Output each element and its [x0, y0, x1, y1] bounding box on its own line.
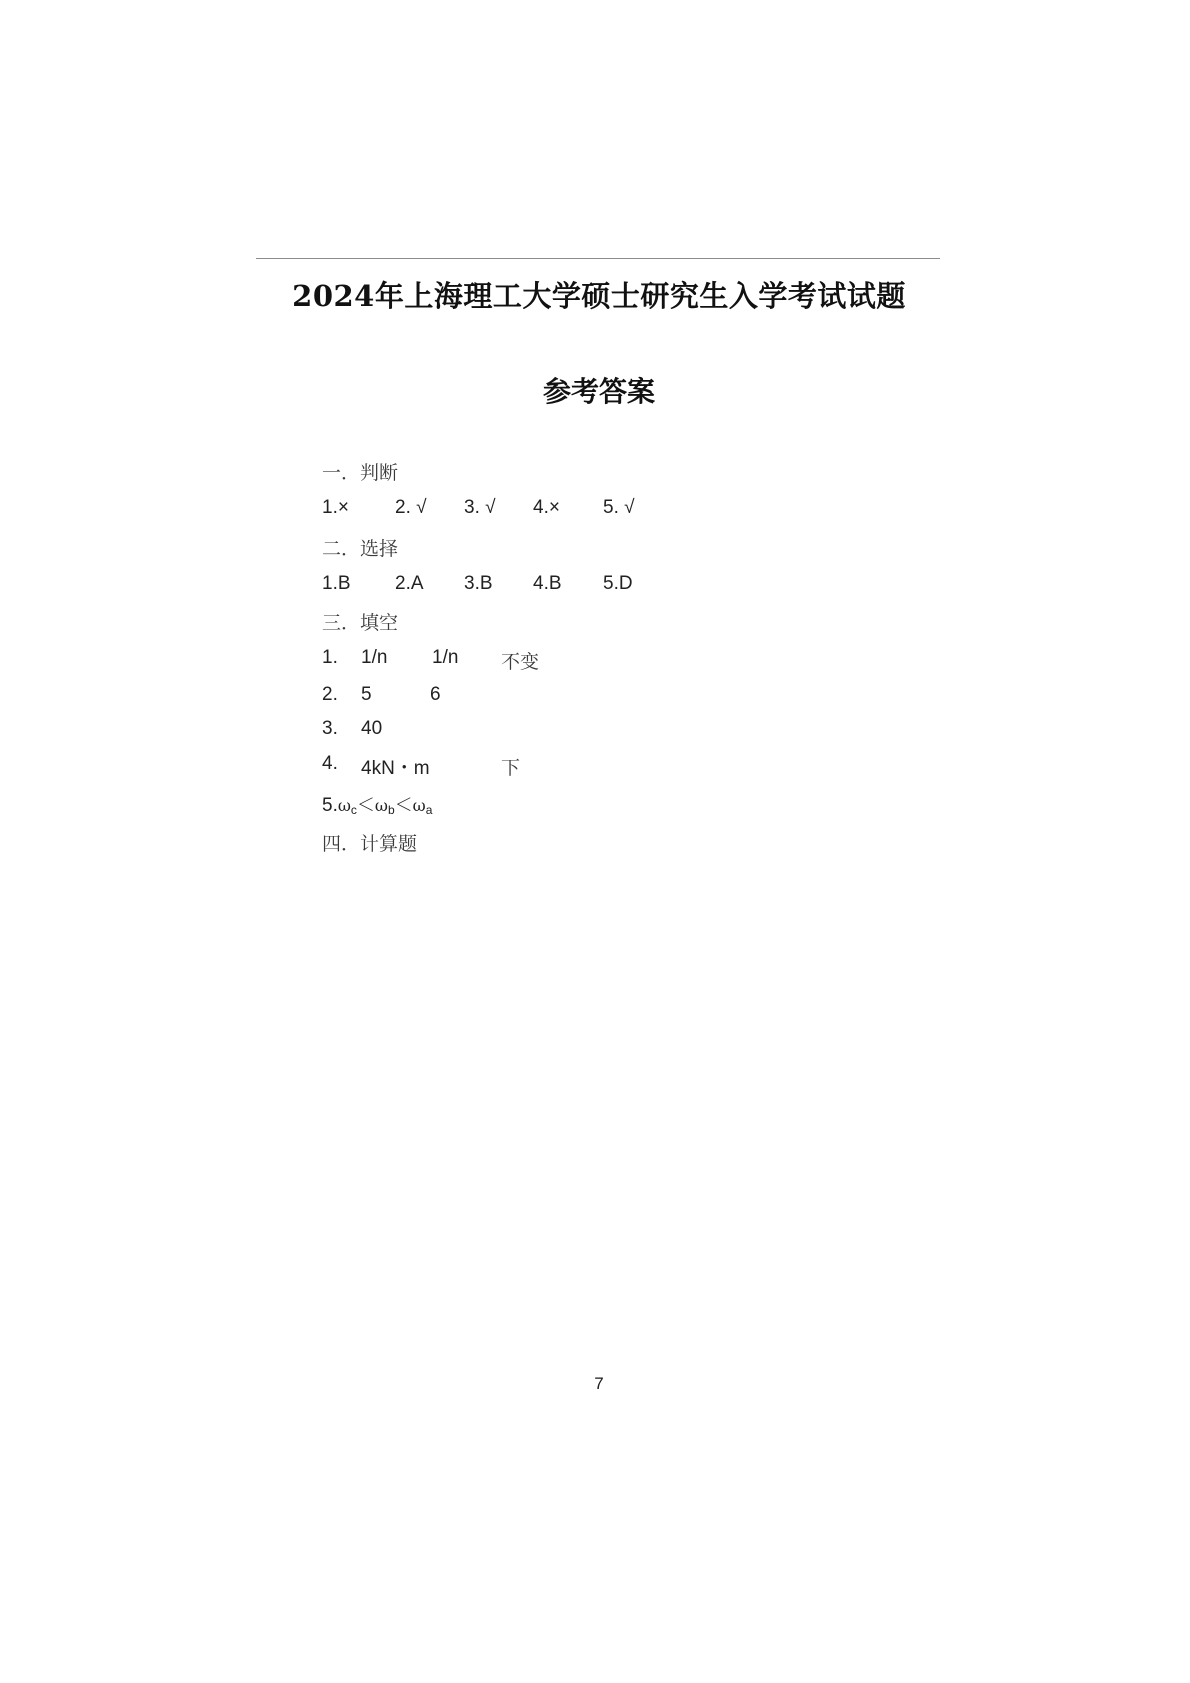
omega-symbol: ω	[412, 796, 426, 815]
header-rule	[256, 258, 940, 259]
section-1-heading: 一．判断	[322, 462, 399, 484]
fill-answer: 1/n	[432, 647, 459, 668]
answer-2-2: 2.A	[395, 573, 424, 594]
answer-1-3: 3. √	[464, 497, 496, 518]
fill-item-number: 2.	[322, 684, 338, 705]
fill-answer: 4kN・m	[361, 758, 430, 779]
omega-subscript: a	[425, 803, 433, 817]
less-than-symbol: ＜	[356, 795, 375, 816]
answer-1-2: 2. √	[395, 497, 427, 518]
fill-item-number: 3.	[322, 718, 338, 739]
page-number: 7	[594, 1374, 604, 1393]
fill-answer: 40	[361, 718, 383, 739]
fill-item-number: 5.	[322, 795, 338, 816]
answer-2-5: 5.D	[603, 573, 633, 594]
fill-answer: 不变	[501, 651, 540, 673]
answer-2-1: 1.B	[322, 573, 351, 594]
omega-symbol: ω	[374, 796, 388, 815]
section-4-heading: 四．计算题	[322, 833, 418, 855]
answer-1-5: 5. √	[603, 497, 635, 518]
answer-1-1: 1.×	[322, 497, 349, 518]
document-title: 2024年上海理工大学硕士研究生入学考试试题	[292, 279, 906, 313]
document-subtitle: 参考答案	[542, 375, 655, 408]
section-2-heading: 二．选择	[322, 538, 399, 560]
omega-subscript: b	[387, 803, 395, 817]
fill-answer: 6	[430, 684, 441, 705]
section-3-heading: 三．填空	[322, 612, 399, 634]
answer-1-4: 4.×	[533, 497, 560, 518]
fill-item-5	[322, 791, 432, 815]
answer-2-4: 4.B	[533, 573, 562, 594]
fill-answer: 1/n	[361, 647, 388, 668]
answer-2-3: 3.B	[464, 573, 493, 594]
omega-symbol: ω	[337, 796, 351, 815]
fill-answer: 下	[501, 757, 521, 779]
fill-answer: 5	[361, 684, 372, 705]
less-than-symbol: ＜	[394, 795, 413, 816]
fill-item-number: 4.	[322, 753, 338, 774]
fill-item-number: 1.	[322, 647, 338, 668]
omega-subscript: c	[350, 803, 357, 817]
